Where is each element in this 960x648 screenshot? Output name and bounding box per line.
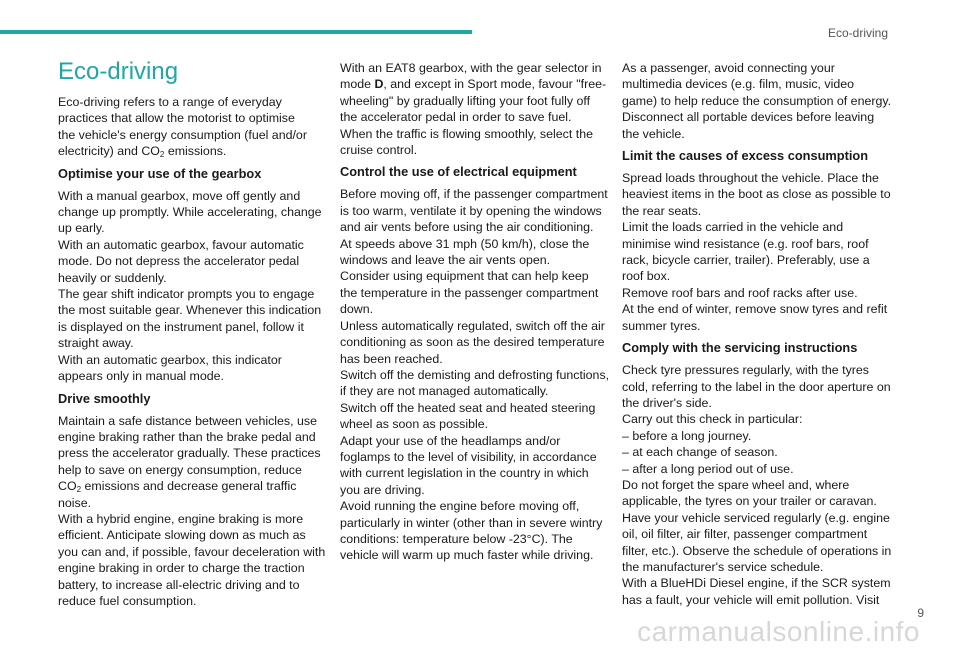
text-line: conditioning as soon as the desired temperature [340, 335, 605, 350]
servicing-paragraph [622, 362, 890, 608]
text-line: wheel as soon as possible. [340, 417, 489, 432]
text-line: has a fault, your vehicle will emit pollution. Visit [622, 592, 880, 607]
text-line: Consider using equipment that can help keep [340, 269, 589, 284]
text-line: engine braking in order to charge the traction [58, 561, 305, 576]
text-line: particularly in winter (other than in severe wintry [340, 515, 603, 530]
text-line: windows and leave the air vents open. [340, 253, 551, 268]
text-fragment: electricity) and CO [58, 144, 160, 159]
text-line: With an automatic gearbox, favour automatic [58, 237, 304, 252]
eat8-paragraph [340, 60, 608, 158]
text-line: summer tyres. [622, 318, 701, 333]
text-line: Switch off the heated seat and heated steering [340, 400, 596, 415]
text-line: up early. [58, 221, 105, 236]
text-line: Adapt your use of the headlamps and/or [340, 433, 561, 448]
subscript: 2 [159, 150, 165, 160]
text-line: rack, bicycle carrier, trailer). Preferably, use a [622, 253, 870, 268]
gearbox-paragraph [58, 188, 326, 385]
text-line: the accelerator pedal in order to save fuel. [340, 110, 572, 125]
text-line: At the end of winter, remove snow tyres and refit [622, 302, 888, 317]
text-line: press the accelerator gradually. These practices [58, 446, 321, 461]
text-line: Limit the loads carried in the vehicle and [622, 220, 844, 235]
text-line [340, 76, 608, 92]
text-line: foglamps to the level of visibility, in accordance [340, 449, 597, 464]
text-line: The gear shift indicator prompts you to engage [58, 287, 315, 302]
text-line: With an EAT8 gearbox, with the gear selector in [340, 61, 602, 75]
text-line: engine braking rather than the brake pedal and [58, 429, 316, 444]
text-line: change up promptly. While accelerating, change [58, 205, 322, 220]
text-line: Check tyre pressures regularly, with the tyres [622, 363, 869, 378]
text-line: you are driving. [340, 482, 425, 497]
text-line: Switch off the demisting and defrosting functions, [340, 367, 610, 382]
gear-mode-label: D [374, 77, 384, 92]
heading-gearbox: Optimise your use of the gearbox [58, 165, 262, 181]
passenger-paragraph [622, 60, 890, 142]
text-line: – before a long journey. [622, 428, 752, 443]
text-line: With an automatic gearbox, this indicator [58, 352, 282, 367]
text-line: you can and, if possible, favour deceleration with [58, 544, 326, 559]
text-line [58, 143, 326, 159]
column-right [622, 60, 890, 608]
text-line: Disconnect all portable devices before leaving [622, 110, 875, 125]
text-line: With a hybrid engine, engine braking is more [58, 511, 304, 526]
text-line: the driver's side. [622, 395, 712, 410]
text-line: heaviest items in the boot as close as possible to [622, 187, 891, 202]
text-line: multimedia devices (e.g. film, music, video [622, 77, 855, 92]
heading-excess-consumption: Limit the causes of excess consumption [622, 148, 869, 164]
subscript: 2 [76, 485, 82, 495]
section-header: Eco-driving [827, 26, 888, 40]
text-line: With a BlueHDi Diesel engine, if the SCR system [622, 576, 891, 591]
text-line: Before moving off, if the passenger compartment [340, 187, 608, 202]
text-line: battery, to increase all-electric driving and to [58, 577, 300, 592]
text-line: noise. [58, 495, 92, 510]
text-line: Maintain a safe distance between vehicles, use [58, 413, 317, 428]
drive-paragraph [58, 413, 326, 610]
text-line: wheeling" by gradually lifting your foot fully off [340, 93, 591, 108]
text-line: Unless automatically regulated, switch off the air [340, 318, 605, 333]
text-line: the temperature in the passenger compartment [340, 285, 599, 300]
text-fragment: mode [340, 77, 375, 92]
text-line: filter, etc.). Observe the schedule of operations in [622, 543, 892, 558]
heading-electrical-equipment: Control the use of electrical equipment [340, 164, 577, 180]
text-line: As a passenger, avoid connecting your [622, 61, 835, 75]
header-accent-bar [0, 30, 472, 34]
text-line: cold, referring to the label in the door aperture on [622, 379, 891, 394]
text-line: has been reached. [340, 351, 443, 366]
text-line: Do not forget the spare wheel and, where [622, 477, 850, 492]
text-line: Have your vehicle serviced regularly (e.g. engine [622, 510, 890, 525]
text-line: appears only in manual mode. [58, 369, 224, 384]
heading-drive-smoothly: Drive smoothly [58, 390, 151, 406]
page-title: Eco-driving [58, 58, 179, 85]
text-line: Spread loads throughout the vehicle. Place the [622, 171, 879, 186]
text-line: practices that allow the motorist to optimise [58, 111, 295, 126]
limit-paragraph [622, 170, 890, 334]
text-line: At speeds above 31 mph (50 km/h), close the [340, 236, 590, 251]
text-line [58, 478, 326, 494]
text-line: mode. Do not depress the accelerator pedal [58, 254, 300, 269]
text-line: the vehicle. [622, 126, 685, 141]
text-line: vehicle will warm up much faster while driving. [340, 548, 594, 563]
text-line: down. [340, 302, 374, 317]
text-fragment: emissions. [164, 144, 227, 159]
text-line: the manufacturer's service schedule. [622, 559, 824, 574]
text-line: – after a long period out of use. [622, 461, 794, 476]
text-line: Avoid running the engine before moving off, [340, 499, 580, 514]
text-line: efficient. Anticipate slowing down as much as [58, 528, 306, 543]
text-line: if they are not managed automatically. [340, 384, 549, 399]
text-line: Carry out this check in particular: [622, 412, 803, 427]
text-line: oil, oil filter, air filter, passenger compartment [622, 527, 868, 542]
text-line: – at each change of season. [622, 445, 778, 460]
heading-servicing: Comply with the servicing instructions [622, 340, 858, 356]
text-line: the vehicle's energy consumption (fuel and/or [58, 127, 307, 142]
text-line: Eco-driving refers to a range of everyday [58, 95, 282, 109]
text-line: When the traffic is flowing smoothly, select the [340, 126, 593, 141]
text-line: conditions: temperature below -23°C). The [340, 531, 573, 546]
text-line: and air vents before using the air conditioning. [340, 220, 594, 235]
text-line: with current legislation in the country in which [340, 466, 589, 481]
text-line: the rear seats. [622, 203, 702, 218]
electrical-paragraph [340, 186, 608, 563]
page-number: 9 [917, 606, 924, 620]
text-line: is displayed on the instrument panel, follow it [58, 319, 304, 334]
text-fragment: , and except in Sport mode, favour "free- [383, 77, 607, 92]
column-middle [340, 60, 608, 564]
text-line: minimise wind resistance (e.g. roof bars, roof [622, 236, 869, 251]
text-fragment: CO [58, 479, 77, 494]
text-line: With a manual gearbox, move off gently and [58, 188, 301, 203]
watermark: carmanualsonline.info [637, 616, 920, 647]
text-line: help to save on energy consumption, reduce [58, 462, 302, 477]
column-left [58, 58, 326, 609]
text-line: applicable, the tyres on your trailer or caravan. [622, 494, 877, 509]
text-line: Remove roof bars and roof racks after use. [622, 285, 858, 300]
text-line: game) to help reduce the consumption of energy. [622, 93, 892, 108]
text-line: heavily or suddenly. [58, 270, 167, 285]
text-fragment: emissions and decrease general traffic [81, 479, 297, 494]
text-line: cruise control. [340, 143, 418, 158]
text-line: roof box. [622, 269, 671, 284]
intro-paragraph [58, 94, 326, 160]
text-line: straight away. [58, 336, 134, 351]
text-line: the most suitable gear. Whenever this indication [58, 303, 322, 318]
text-line: is too warm, ventilate it by opening the windows [340, 203, 602, 218]
text-line: reduce fuel consumption. [58, 593, 197, 608]
